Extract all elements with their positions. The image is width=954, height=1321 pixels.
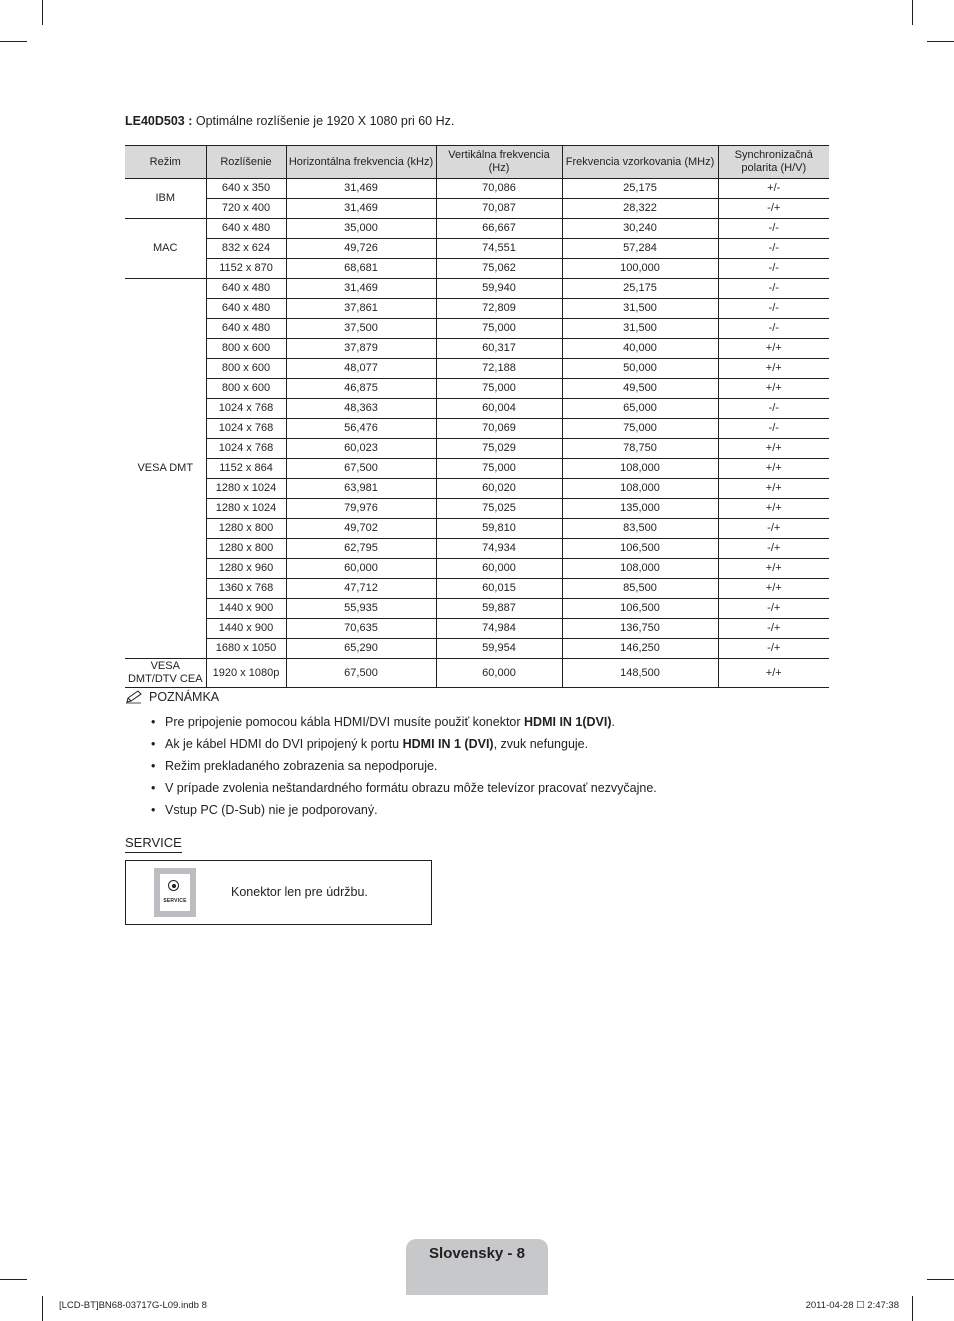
clock-frequency-cell: 106,500: [562, 539, 718, 559]
polarity-cell: -/-: [718, 419, 829, 439]
vertical-frequency-cell: 75,000: [436, 459, 562, 479]
horizontal-frequency-cell: 67,500: [286, 459, 436, 479]
vertical-frequency-cell: 74,984: [436, 619, 562, 639]
polarity-cell: +/+: [718, 499, 829, 519]
table-row: [125, 479, 829, 499]
service-heading: SERVICE: [125, 835, 182, 853]
vertical-frequency-cell: 60,000: [436, 659, 562, 688]
header-vertical-frequency: Vertikálna frekvencia (Hz): [436, 146, 562, 179]
polarity-cell: +/+: [718, 659, 829, 688]
resolution-cell: 1440 x 900: [206, 599, 286, 619]
vertical-frequency-cell: 75,062: [436, 259, 562, 279]
vertical-frequency-cell: 70,087: [436, 199, 562, 219]
resolution-cell: 1280 x 800: [206, 539, 286, 559]
vertical-frequency-cell: 70,086: [436, 179, 562, 199]
list-item: • Režim prekladaného zobrazenia sa nepodporuje.: [125, 757, 657, 779]
header-horizontal-frequency: Horizontálna frekvencia (kHz): [286, 146, 436, 179]
polarity-cell: -/+: [718, 539, 829, 559]
clock-frequency-cell: 65,000: [562, 399, 718, 419]
horizontal-frequency-cell: 48,077: [286, 359, 436, 379]
vertical-frequency-cell: 72,188: [436, 359, 562, 379]
vertical-frequency-cell: 60,004: [436, 399, 562, 419]
crop-mark: [912, 1296, 913, 1321]
mode-cell: VESA DMT/DTV CEA: [125, 659, 206, 688]
page-number-tab: [406, 1239, 548, 1295]
table-row: [125, 539, 829, 559]
pencil-icon: [125, 690, 143, 704]
crop-mark: [42, 0, 43, 25]
polarity-cell: -/+: [718, 519, 829, 539]
header-sync-polarity: Synchronizačná polarita (H/V): [718, 146, 829, 179]
horizontal-frequency-cell: 70,635: [286, 619, 436, 639]
table-row: [125, 199, 829, 219]
polarity-cell: -/-: [718, 299, 829, 319]
note-title: POZNÁMKA: [149, 690, 220, 704]
clock-frequency-cell: 135,000: [562, 499, 718, 519]
crop-mark: [0, 1279, 27, 1280]
clock-frequency-cell: 57,284: [562, 239, 718, 259]
polarity-cell: -/+: [718, 639, 829, 659]
polarity-cell: -/-: [718, 259, 829, 279]
table-row: [125, 359, 829, 379]
vertical-frequency-cell: 59,887: [436, 599, 562, 619]
clock-frequency-cell: 146,250: [562, 639, 718, 659]
resolution-cell: 1280 x 800: [206, 519, 286, 539]
table-row: [125, 179, 829, 199]
table-row: [125, 259, 829, 279]
table-row: [125, 339, 829, 359]
clock-frequency-cell: 136,750: [562, 619, 718, 639]
horizontal-frequency-cell: 31,469: [286, 199, 436, 219]
mode-cell: MAC: [125, 219, 206, 279]
table-row: [125, 299, 829, 319]
resolution-cell: 800 x 600: [206, 359, 286, 379]
horizontal-frequency-cell: 63,981: [286, 479, 436, 499]
horizontal-frequency-cell: 35,000: [286, 219, 436, 239]
polarity-cell: +/+: [718, 359, 829, 379]
crop-mark: [927, 1279, 954, 1280]
clock-frequency-cell: 25,175: [562, 279, 718, 299]
horizontal-frequency-cell: 79,976: [286, 499, 436, 519]
vertical-frequency-cell: 75,029: [436, 439, 562, 459]
resolution-cell: 1024 x 768: [206, 439, 286, 459]
service-box: [125, 860, 432, 925]
polarity-cell: +/+: [718, 579, 829, 599]
intro-line: [125, 114, 454, 128]
vertical-frequency-cell: 60,020: [436, 479, 562, 499]
header-clock-frequency: Frekvencia vzorkovania (MHz): [562, 146, 718, 179]
horizontal-frequency-cell: 56,476: [286, 419, 436, 439]
model-name: LE40D503 :: [125, 114, 193, 128]
table-row: [125, 239, 829, 259]
vertical-frequency-cell: 75,025: [436, 499, 562, 519]
header-resolution: Rozlíšenie: [206, 146, 286, 179]
horizontal-frequency-cell: 31,469: [286, 279, 436, 299]
resolution-cell: 800 x 600: [206, 379, 286, 399]
note-list: [125, 713, 657, 823]
polarity-cell: -/-: [718, 219, 829, 239]
resolution-cell: 1920 x 1080p: [206, 659, 286, 688]
clock-frequency-cell: 28,322: [562, 199, 718, 219]
vertical-frequency-cell: 59,810: [436, 519, 562, 539]
horizontal-frequency-cell: 60,000: [286, 559, 436, 579]
polarity-cell: -/+: [718, 199, 829, 219]
crop-mark: [42, 1296, 43, 1321]
service-description: Konektor len pre údržbu.: [231, 885, 368, 899]
clock-frequency-cell: 49,500: [562, 379, 718, 399]
clock-frequency-cell: 50,000: [562, 359, 718, 379]
clock-frequency-cell: 85,500: [562, 579, 718, 599]
polarity-cell: +/-: [718, 179, 829, 199]
clock-frequency-cell: 25,175: [562, 179, 718, 199]
horizontal-frequency-cell: 60,023: [286, 439, 436, 459]
clock-frequency-cell: 83,500: [562, 519, 718, 539]
resolution-cell: 1440 x 900: [206, 619, 286, 639]
resolution-cell: 1280 x 960: [206, 559, 286, 579]
mode-cell: IBM: [125, 179, 206, 219]
mode-cell: VESA DMT: [125, 279, 206, 659]
resolution-cell: 640 x 350: [206, 179, 286, 199]
resolution-cell: 1024 x 768: [206, 399, 286, 419]
horizontal-frequency-cell: 49,726: [286, 239, 436, 259]
list-item: • V prípade zvolenia neštandardného formátu obrazu môže televízor pracovať nezvyčajne.: [125, 779, 657, 801]
table-body: [125, 179, 829, 688]
clock-frequency-cell: 40,000: [562, 339, 718, 359]
clock-frequency-cell: 31,500: [562, 299, 718, 319]
table-row: [125, 419, 829, 439]
horizontal-frequency-cell: 37,500: [286, 319, 436, 339]
header-mode: Režim: [125, 146, 206, 179]
polarity-cell: -/+: [718, 619, 829, 639]
clock-frequency-cell: 75,000: [562, 419, 718, 439]
horizontal-frequency-cell: 47,712: [286, 579, 436, 599]
table-row: [125, 599, 829, 619]
vertical-frequency-cell: 74,551: [436, 239, 562, 259]
list-item: • Ak je kábel HDMI do DVI pripojený k portu HDMI IN 1 (DVI), zvuk nefunguje.: [125, 735, 657, 757]
horizontal-frequency-cell: 37,861: [286, 299, 436, 319]
vertical-frequency-cell: 59,954: [436, 639, 562, 659]
list-item: • Pre pripojenie pomocou kábla HDMI/DVI musíte použiť konektor HDMI IN 1(DVI).: [125, 713, 657, 735]
table-row: [125, 399, 829, 419]
crop-mark: [0, 41, 27, 42]
table-row: [125, 459, 829, 479]
vertical-frequency-cell: 60,000: [436, 559, 562, 579]
clock-frequency-cell: 106,500: [562, 599, 718, 619]
polarity-cell: -/+: [718, 599, 829, 619]
vertical-frequency-cell: 75,000: [436, 319, 562, 339]
horizontal-frequency-cell: 68,681: [286, 259, 436, 279]
footer-timestamp: 2011-04-28 ☐ 2:47:38: [805, 1300, 899, 1311]
resolution-cell: 640 x 480: [206, 279, 286, 299]
clock-frequency-cell: 30,240: [562, 219, 718, 239]
resolution-cell: 1680 x 1050: [206, 639, 286, 659]
table-row: [125, 379, 829, 399]
resolution-cell: 640 x 480: [206, 219, 286, 239]
table-row: [125, 619, 829, 639]
horizontal-frequency-cell: 31,469: [286, 179, 436, 199]
vertical-frequency-cell: 59,940: [436, 279, 562, 299]
resolution-cell: 1280 x 1024: [206, 479, 286, 499]
vertical-frequency-cell: 60,015: [436, 579, 562, 599]
resolution-cell: 640 x 480: [206, 299, 286, 319]
resolution-cell: 640 x 480: [206, 319, 286, 339]
resolution-cell: 832 x 624: [206, 239, 286, 259]
resolution-cell: 1024 x 768: [206, 419, 286, 439]
intro-text: Optimálne rozlíšenie je 1920 X 1080 pri 60 Hz.: [192, 114, 455, 128]
polarity-cell: +/+: [718, 439, 829, 459]
resolution-cell: 1152 x 870: [206, 259, 286, 279]
horizontal-frequency-cell: 62,795: [286, 539, 436, 559]
polarity-cell: -/-: [718, 399, 829, 419]
list-item: • Vstup PC (D-Sub) nie je podporovaný.: [125, 801, 657, 823]
service-icon-label: SERVICE: [163, 898, 187, 904]
vertical-frequency-cell: 75,000: [436, 379, 562, 399]
horizontal-frequency-cell: 55,935: [286, 599, 436, 619]
clock-frequency-cell: 148,500: [562, 659, 718, 688]
crop-mark: [912, 0, 913, 25]
horizontal-frequency-cell: 67,500: [286, 659, 436, 688]
table-row: [125, 639, 829, 659]
resolution-cell: 1360 x 768: [206, 579, 286, 599]
footer-file-info: [LCD-BT]BN68-03717G-L09.indb 8: [59, 1300, 207, 1311]
polarity-cell: +/+: [718, 459, 829, 479]
table-row: [125, 559, 829, 579]
table-header-row: [125, 146, 829, 179]
resolution-cell: 1152 x 864: [206, 459, 286, 479]
vertical-frequency-cell: 72,809: [436, 299, 562, 319]
clock-frequency-cell: 31,500: [562, 319, 718, 339]
table-row: [125, 279, 829, 299]
polarity-cell: +/+: [718, 379, 829, 399]
resolution-cell: 1280 x 1024: [206, 499, 286, 519]
vertical-frequency-cell: 70,069: [436, 419, 562, 439]
polarity-cell: +/+: [718, 559, 829, 579]
table-row: [125, 519, 829, 539]
table-row: [125, 319, 829, 339]
horizontal-frequency-cell: 49,702: [286, 519, 436, 539]
table-row: [125, 659, 829, 688]
horizontal-frequency-cell: 46,875: [286, 379, 436, 399]
horizontal-frequency-cell: 65,290: [286, 639, 436, 659]
crop-mark: [927, 41, 954, 42]
polarity-cell: +/+: [718, 339, 829, 359]
polarity-cell: -/-: [718, 279, 829, 299]
service-port-icon: [154, 868, 196, 917]
clock-frequency-cell: 108,000: [562, 459, 718, 479]
table-row: [125, 499, 829, 519]
clock-frequency-cell: 108,000: [562, 559, 718, 579]
polarity-cell: -/-: [718, 239, 829, 259]
polarity-cell: +/+: [718, 479, 829, 499]
clock-frequency-cell: 100,000: [562, 259, 718, 279]
clock-frequency-cell: 78,750: [562, 439, 718, 459]
vertical-frequency-cell: 60,317: [436, 339, 562, 359]
resolution-cell: 800 x 600: [206, 339, 286, 359]
vertical-frequency-cell: 74,934: [436, 539, 562, 559]
horizontal-frequency-cell: 48,363: [286, 399, 436, 419]
horizontal-frequency-cell: 37,879: [286, 339, 436, 359]
resolution-cell: 720 x 400: [206, 199, 286, 219]
page-label: Slovensky - 8: [429, 1245, 525, 1262]
note-heading: [125, 690, 219, 704]
polarity-cell: -/-: [718, 319, 829, 339]
table-row: [125, 579, 829, 599]
resolution-table: [125, 145, 829, 688]
vertical-frequency-cell: 66,667: [436, 219, 562, 239]
table-row: [125, 219, 829, 239]
clock-frequency-cell: 108,000: [562, 479, 718, 499]
table-row: [125, 439, 829, 459]
